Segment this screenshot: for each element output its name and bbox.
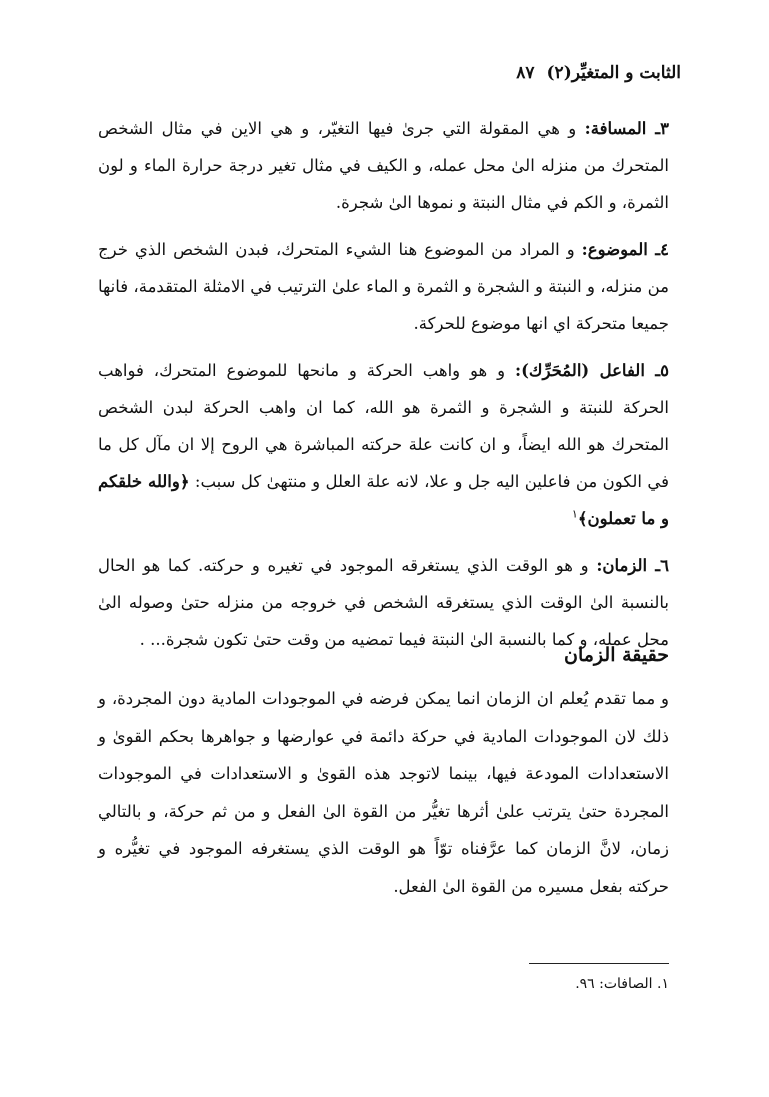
paragraph-subject bbox=[98, 231, 669, 342]
running-header-title: الثابت و المتغيِّر(٢) bbox=[546, 63, 681, 83]
quran-quote: ﴿والله خلقكم و ما تعملون﴾ bbox=[98, 472, 669, 528]
numbered-items bbox=[98, 110, 669, 668]
footnote-marker: ١ bbox=[571, 507, 578, 521]
item-text: و هو واهب الحركة و مانحها للموضوع المتحرك، فواهب الحركة للنبتة و الشجرة و الثمرة هو الله، كما ان واهب الحركة لبدن الشخص المتحرك هو الله ايضاً، و ان كانت علة حركته المباشرة هي الروح إلا ان مآل كل ما في الكون من فاعلين اليه جل و علا، لانه علة العلل و منتهىٰ كل سبب: bbox=[98, 361, 670, 491]
item-heading: ٥ـ الفاعل (المُحَرِّك): bbox=[515, 361, 670, 380]
item-text: و هي المقولة التي جرىٰ فيها التغيّر، و هي الاين في مثال الشخص المتحرك من منزله الىٰ محل عمله، و الكيف في مثال تغير درجة حرارة الماء و لون الثمرة، و الكم في مثال النبتة و نموها الىٰ شجرة. bbox=[98, 119, 669, 212]
section-body bbox=[98, 680, 669, 915]
paragraph-distance bbox=[98, 110, 669, 221]
page-number: ٨٧ bbox=[516, 63, 535, 83]
item-heading: ٦ـ الزمان: bbox=[596, 556, 669, 575]
item-heading: ٤ـ الموضوع: bbox=[581, 240, 669, 259]
footnote: ١. الصافات: ٩٦. bbox=[575, 976, 669, 992]
item-heading: ٣ـ المسافة: bbox=[584, 119, 669, 138]
item-text: و هو الوقت الذي يستغرقه الموجود في تغيره و حركته. كما هو الحال بالنسبة الىٰ الوقت الذي يستغرقه الشخص في خروجه من منزله حتىٰ وصوله الىٰ محل عمله، و كما بالنسبة الىٰ النبتة فيما تمضيه من وقت حتىٰ تكون شجرة... . bbox=[98, 556, 669, 649]
footnote-divider bbox=[529, 963, 669, 964]
running-header bbox=[88, 58, 681, 88]
item-text: و المراد من الموضوع هنا الشيء المتحرك، فبدن الشخص الذي خرج من منزله، و النبتة و الشجرة و الثمرة و الماء علىٰ الترتيب في الامثلة المتقدمة، فانها جميعا متحركة اي انها موضوع للحركة. bbox=[98, 240, 669, 333]
paragraph-agent bbox=[98, 352, 669, 537]
section-paragraph: و مما تقدم يُعلم ان الزمان انما يمكن فرضه في الموجودات المادية دون المجردة، و ذلك لان الموجودات المادية في حركة دائمة في عوارضها و جواهرها بحكم القوىٰ و الاستعدادات المودعة فيها، بينما لاتوجد هذه القوىٰ و الاستعدادات في الموجودات المجردة حتىٰ يترتب علىٰ أثرها تغيُّر من القوة الىٰ الفعل و من ثم حركة، و بالتالي زمان، لانَّ الزمان كما عرَّفناه توّاً هو الوقت الذي يستغرفه الموجود في تغيُّره و حركته بفعل مسيره من القوة الىٰ الفعل. bbox=[98, 689, 669, 896]
section-heading: حقيقة الزمان bbox=[564, 644, 669, 666]
